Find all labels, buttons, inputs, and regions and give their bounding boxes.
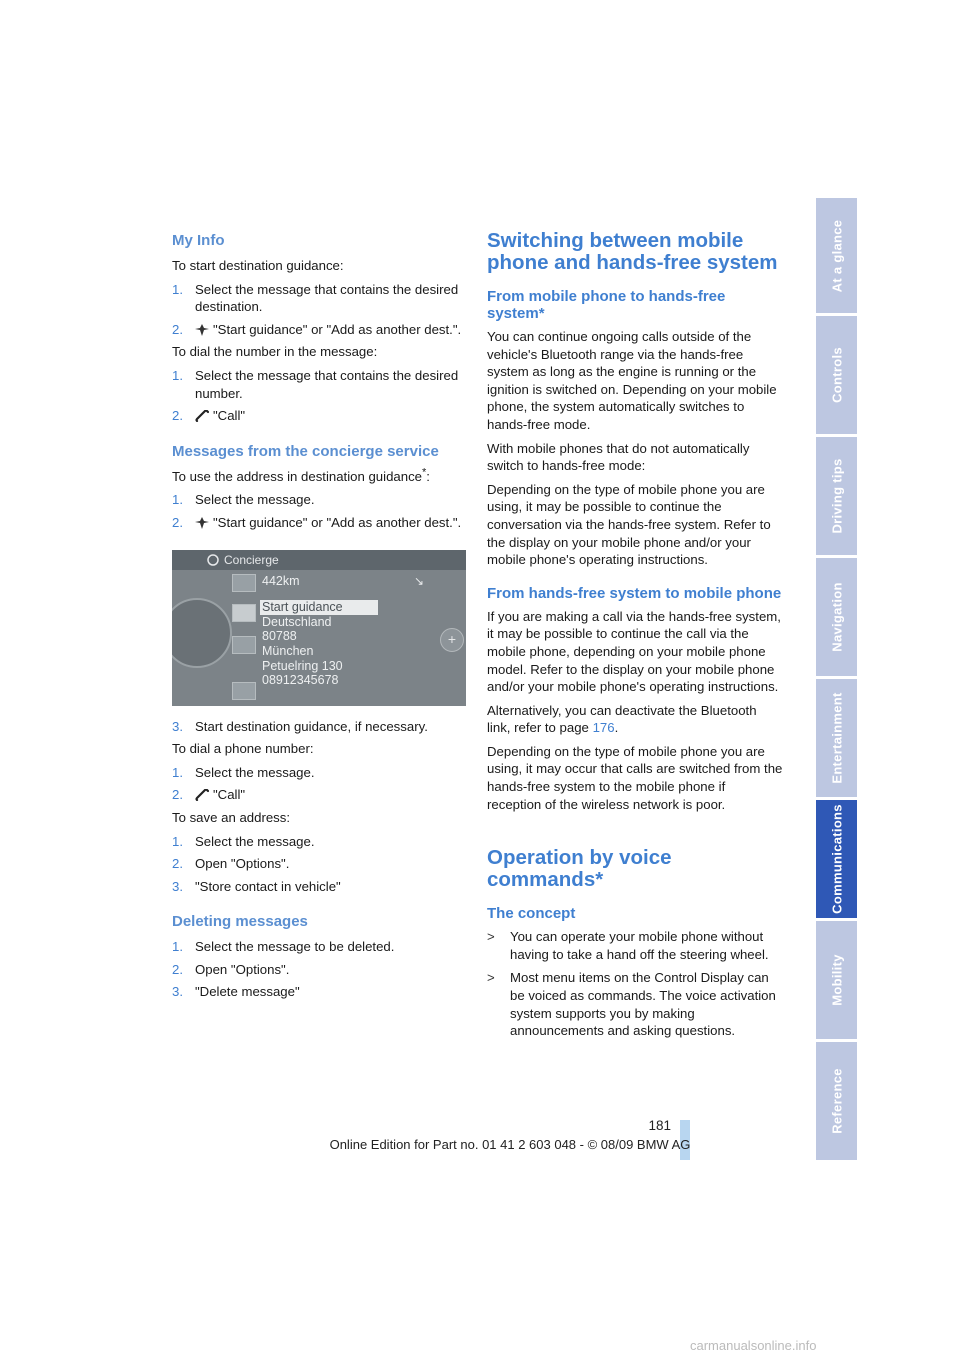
- list-item: 08912345678: [262, 673, 339, 688]
- subheading-concept: The concept: [487, 905, 576, 923]
- phone-icon: [195, 789, 209, 801]
- list-item: 2. "Start guidance" or "Add as another dest.".: [172, 514, 462, 530]
- list-item: 1. Select the message that contains the desired number.: [172, 367, 459, 401]
- option-star: *: [422, 466, 427, 479]
- list-item: 2. Open "Options".: [172, 961, 290, 977]
- heading-voice-commands: Operation by voice commands*: [487, 846, 672, 892]
- arrow-icon: ↘: [414, 573, 425, 588]
- save-intro: To save an address:: [172, 809, 291, 825]
- list-item: 2. "Call": [172, 787, 246, 803]
- dial-intro: To dial a phone number:: [172, 741, 314, 757]
- tab-reference[interactable]: Reference: [816, 1042, 857, 1160]
- heading-my-info: My Info: [172, 232, 225, 249]
- contacts-icon: [232, 682, 256, 700]
- tab-navigation[interactable]: Navigation: [816, 558, 857, 676]
- list-item: 1. Select the message.: [172, 833, 315, 849]
- tab-communications[interactable]: Communications: [816, 800, 857, 918]
- paragraph: If you are making a call via the hands-free system, it may be possible to continue the call via the mobile phone, depending on your mobile phone model. Refer to the display on your mobile phone and/or your mobile phone's operating instructions.: [487, 608, 781, 695]
- heading-concierge: Messages from the concierge service: [172, 442, 439, 460]
- list-item: 1. Select the message to be deleted.: [172, 939, 395, 955]
- list-item: > You can operate your mobile phone without having to take a hand off the steering wheel.: [487, 929, 769, 962]
- heading-switching: Switching between mobile phone and hands-free system: [487, 229, 778, 274]
- list-item: 80788: [262, 629, 297, 644]
- paragraph: Alternatively, you can deactivate the Bluetooth link, refer to page 176.: [487, 702, 757, 736]
- tab-mobility[interactable]: Mobility: [816, 921, 857, 1039]
- left-column: [172, 226, 466, 1006]
- my-info-intro-destination: To start destination guidance:: [172, 258, 344, 273]
- list-item: > Most menu items on the Control Display can be voiced as commands. The voice activation system supports you by making announcements and asking questions.: [487, 970, 776, 1039]
- plus-icon: +: [440, 628, 464, 652]
- list-item: 442km: [262, 573, 300, 588]
- right-column: [487, 226, 783, 1046]
- screen-title-bar: [172, 550, 466, 570]
- tab-driving-tips[interactable]: Driving tips: [816, 437, 857, 555]
- footer: Online Edition for Part no. 01 41 2 603 048 - © 08/09 BMW AG: [329, 1137, 691, 1152]
- list-item: Deutschland: [262, 614, 332, 629]
- concierge-intro: To use the address in destination guidance*:: [172, 466, 430, 484]
- screen-title: Concierge: [224, 552, 279, 567]
- subheading-mobile-to-handsfree: From mobile phone to hands-free system*: [487, 288, 726, 322]
- navigation-icon: [232, 604, 256, 622]
- list-item: 2. "Call": [172, 408, 246, 424]
- page-number: 181: [648, 1118, 671, 1133]
- phone-icon: [232, 636, 256, 654]
- list-item: 2. Open "Options".: [172, 856, 290, 872]
- paragraph: Depending on the type of mobile phone you are using, it may occur that calls are switched from the hands-free system to the mobile phone if reception of the wireless network is poor.: [487, 743, 783, 812]
- phone-icon: [195, 410, 209, 422]
- heading-deleting-messages: Deleting messages: [172, 913, 308, 931]
- tab-entertainment[interactable]: Entertainment: [816, 679, 857, 797]
- paragraph: You can continue ongoing calls outside of the vehicle's Bluetooth range via the hands-free system as long as the engine is running or the ignition is switched on. Depending on your mobile phone, the system automatically switches to hands-free mode.: [487, 329, 777, 432]
- list-item: München: [262, 643, 314, 658]
- list-item: 2. "Start guidance" or "Add as another dest.".: [172, 321, 462, 337]
- list-item: 1. Select the message.: [172, 764, 315, 780]
- list-item: 3. "Delete message": [172, 984, 300, 1000]
- page-link[interactable]: 176: [592, 720, 615, 736]
- navigation-icon: [195, 517, 209, 529]
- list-item: Petuelring 130: [262, 658, 343, 673]
- watermark: carmanualsonline.info: [690, 1338, 817, 1353]
- control-display-screenshot: [172, 550, 466, 706]
- paragraph: With mobile phones that do not automatically switch to hands-free mode:: [487, 440, 750, 474]
- navigation-icon: [195, 324, 209, 336]
- list-item: 1. Select the message.: [172, 492, 315, 508]
- controller-knob-icon: [172, 598, 232, 668]
- subheading-handsfree-to-mobile: From hands-free system to mobile phone: [487, 584, 782, 602]
- concierge-icon: [206, 554, 220, 566]
- list-item: 1. Select the message that contains the desired destination.: [172, 281, 459, 315]
- list-item-selected: Start guidance: [260, 600, 378, 615]
- info-icon: [232, 574, 256, 592]
- screen-list: [262, 574, 462, 688]
- my-info-intro-dial: To dial the number in the message:: [172, 344, 378, 360]
- tab-controls[interactable]: Controls: [816, 316, 857, 434]
- list-item: 3. "Store contact in vehicle": [172, 878, 341, 894]
- tab-at-a-glance[interactable]: At a glance: [816, 198, 857, 313]
- paragraph: Depending on the type of mobile phone you are using, it may be possible to continue the conversation via the hands-free system. Refer to the display on your mobile phone and/or your mobile phone's operating instructions.: [487, 481, 771, 568]
- list-item: 3. Start destination guidance, if necessary.: [172, 718, 428, 734]
